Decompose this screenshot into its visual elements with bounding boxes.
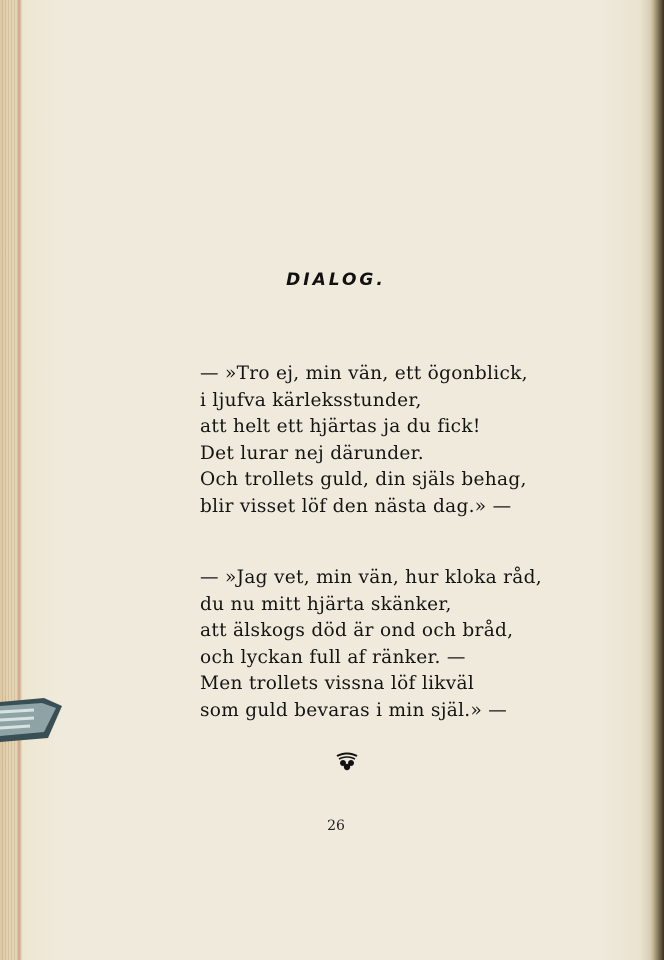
verse-line: som guld bevaras i min själ.» — (200, 699, 508, 721)
verse-line: att helt ett hjärtas ja du fick! (200, 416, 481, 437)
verse-line: — »Jag vet, min vän, hur kloka råd, (200, 567, 542, 588)
verse-line: Men trollets vissna löf likväl (200, 673, 475, 694)
verse-line: att älskogs död är ond och bråd, (200, 620, 514, 641)
page (22, 0, 650, 960)
fleuron-ornament-icon (334, 752, 360, 772)
verse-line: i ljufva kärleksstunder, (200, 389, 422, 411)
verse-line: Det lurar nej därunder. (200, 442, 424, 464)
page-number: 26 (327, 818, 345, 834)
verse-line: — »Tro ej, min vän, ett ögonblick, (200, 363, 528, 384)
verse-line: och lyckan full af ränker. — (200, 646, 466, 668)
right-page-edge (654, 0, 664, 960)
poem-title: DIALOG. (286, 270, 386, 290)
page-edge-stain (18, 0, 20, 960)
stanza-1 (200, 361, 528, 520)
verse-line: du nu mitt hjärta skänker, (200, 593, 452, 615)
verse-line: blir visset löf den nästa dag.» — (200, 495, 512, 517)
stanza-2 (200, 565, 542, 724)
verse-line: Och trollets guld, din själs behag, (200, 469, 527, 490)
